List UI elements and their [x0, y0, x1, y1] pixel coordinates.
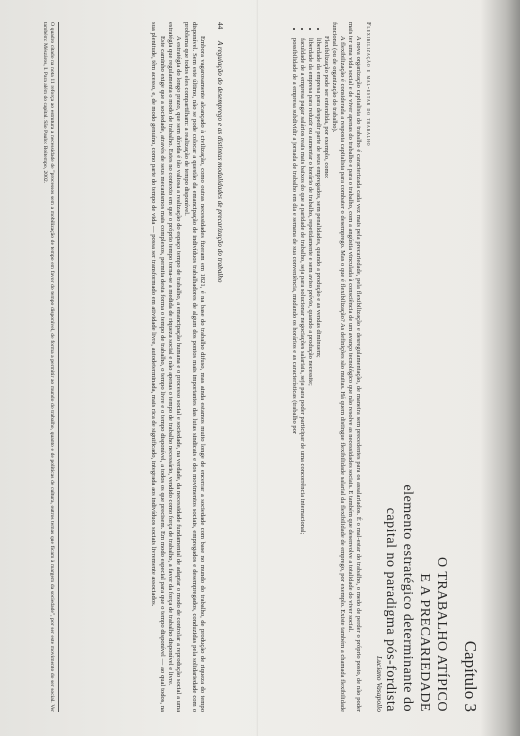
paragraph: A estratégia do longo prazo, que sem dúvida é tão valiosa a realização do espaço tempo de trabalho, a emancipação humana e o processo social e sociedade, na verdade, da necessidade fundamental de adaptar o modo de controlar a reprodução social a uma estratégia que regulamenta o modo de trabalho. Estes no contexto em que o próprio tempo torna-se a medida de riqueza social e não apenas o tempo de trabalho necessário, vendido como força de trabalho, a favor da força de trabalho disponível e livre. — [166, 22, 182, 712]
paragraph: A flexibilização é considerada a resposta capitalista para combater o desemprego. Mas o que é flexibilização? As definições são muitas. Há quem distingue flexibilidade salarial da flexibilidade de emprego, por exemplo. Existe também a chamada flexibilidade funcional (ou de organização do trabalho). — [331, 22, 346, 712]
list-item: • liberdade da empresa para despedir parte de seus empregados, sem penalidades, quando a produção e as vendas diminuem; — [314, 38, 322, 712]
page-fold — [256, 0, 258, 736]
running-head — [212, 22, 224, 712]
chapter-title — [382, 292, 450, 712]
running-head-title: A regulação do desemprego e as distintas modalidades de precarização do trabalho — [216, 40, 224, 283]
list-item: • possibilidade de a empresa subdividir a jornada de trabalho em dia e semana de sua conveniência, mudando os horários e as características (trabalho por — [290, 38, 298, 712]
chapter-title-line: O TRABALHO ATÍPICO — [434, 557, 449, 712]
chapter-opening-page — [265, 22, 480, 712]
author-name: Luciano Vasapollo — [375, 655, 384, 712]
chapter-title-line: capital no paradigma pós-fordista — [383, 507, 398, 712]
page-44 — [14, 22, 224, 712]
chapter-body-text — [290, 22, 362, 712]
page-body-text — [149, 22, 206, 712]
flexibilization-list — [290, 22, 322, 712]
chapter-label: Capítulo 3 — [461, 640, 480, 712]
page-number: 44 — [216, 22, 224, 30]
list-item: • faculdade de a empresa pagar salários reais mais baixos do que a paridade de trabalho, seja para solucionar negociações salariais, seja para poder participar de uma concorrência internacional; — [298, 38, 306, 712]
paragraph: Flexibilização pode ser entendida, por exemplo, como: — [323, 36, 330, 179]
paragraph: Este caminho exige que a sociedade, através de seus mecanismos mais complexos, permita desta forma o tempo de trabalho, o tempo livre e o tempo disponível, a todos os que precisem. Em modo especial para que o tempo disponível — ao qual todos, na sua plenitude, têm acesso, e, de modo genuíno, como parte do tempo de vida — possa ser transformado em atividade livre, autodeterminada, mais rica de significado, integrada aos indivíduos sociais livremente associados. — [150, 22, 166, 712]
section-heading: Flexibilização e mal-estar do trabalho — [365, 22, 372, 147]
footnote: O quadro citado na nota 11 reforça ao estrutura a necessidade de "processos sem a mobilização de tempo em favor do tempo disponível, de forma a permitir ao mundo do trabalho, quanto e de políticas de cultura, outros temas que ficam à margem da sociedade", por ser este movimento do ser social. Ver também: Mészáros, I. Para além do capital. São Paulo: Boitempo, 2002. — [41, 22, 59, 712]
paragraph: Embora vagarosamente alcançado à civilização, como outras necessidades fizeram em 1821, é na base do trabalho difuso, mas ainda estamos muito longe de encerrar a sociedade com base no mundo do trabalho, de produção de riqueza do tempo disponível. Sem este último, não se pode colocar a questão da emancipação de indivíduos trabalhadores de algum dos pontos mais importantes das lutas sindicais e dos movimentos sociais, empregados e desempregados, conduzidas pela solidariedade com o problema que todos eles compartilham: a realização de tempo disponível. — [182, 22, 206, 712]
chapter-title-line: E A PRECARIEDADE — [417, 573, 432, 712]
paragraph: A nova organização capitalista do trabalho é caracterizada cada vez mais pela precariedade, pela flexibilização e desregulamentação, de maneira sem precedentes para os assalariados. É o mal-estar do trabalho, o medo de perder o próprio posto, de não poder mais ter uma vida social e de viver apenas do trabalho e para o trabalho, com a angústia vinculada à consciência de um avanço tecnológico que não resolve as necessidades sociais. E também que desenvolve a totalidade do viver social. — [347, 22, 362, 712]
binding-shadow — [480, 0, 520, 736]
list-item: • liberdade da empresa para reduzir ou aumentar o horário de trabalho, repetidamente e sem aviso prévio, quando a produção necessite; — [306, 38, 314, 712]
chapter-title-line: elemento estratégico determinante do — [400, 484, 415, 712]
